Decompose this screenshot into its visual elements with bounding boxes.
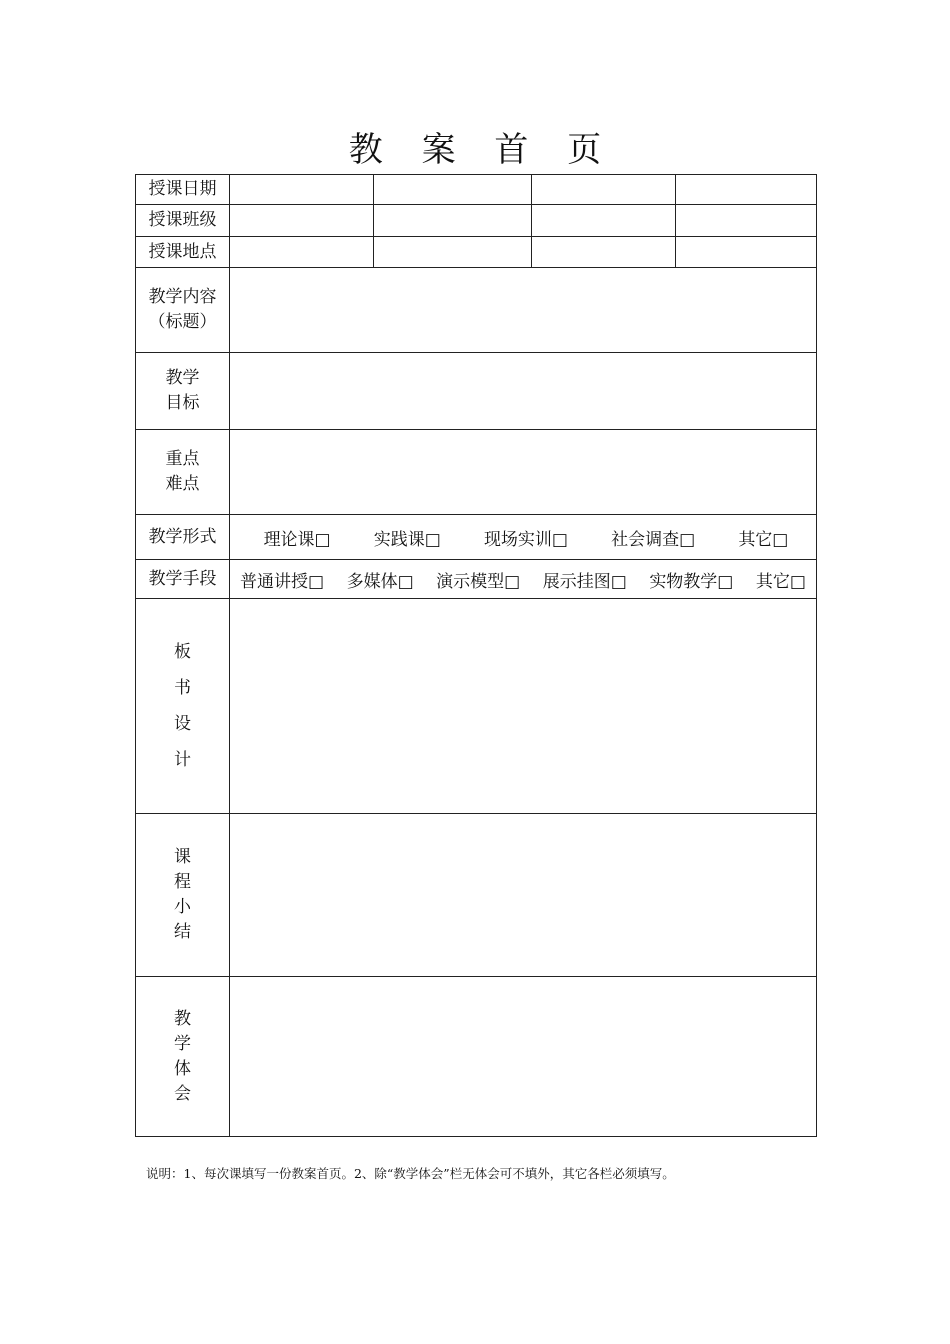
- option-social-survey[interactable]: 社会调查□: [611, 529, 696, 550]
- goal-field[interactable]: [230, 353, 817, 430]
- page-title: 教 案 首 页: [348, 130, 616, 170]
- label-place: 授课地点: [136, 237, 230, 268]
- option-practice[interactable]: 实践课□: [373, 529, 441, 550]
- row-content: [136, 268, 817, 353]
- teaching-means-options: [230, 560, 817, 599]
- label-goal-line1: 教学: [165, 368, 200, 388]
- label-goal-line2: 目标: [165, 393, 200, 413]
- key-points-field[interactable]: [230, 430, 817, 515]
- label-board-design: [136, 599, 230, 814]
- reflection-field[interactable]: [230, 977, 817, 1137]
- option-multimedia[interactable]: 多媒体□: [346, 571, 414, 592]
- row-goal: [136, 353, 817, 430]
- label-summary-char-2: 程: [174, 872, 191, 892]
- label-reflection-char-4: 会: [174, 1083, 191, 1104]
- label-class: 授课班级: [136, 205, 230, 237]
- row-summary: [136, 814, 817, 977]
- lesson-plan-form: [135, 174, 817, 1137]
- option-wall-chart[interactable]: 展示挂图□: [542, 571, 627, 592]
- class-cell-4[interactable]: [676, 205, 817, 237]
- label-goal: [136, 353, 230, 430]
- label-board-char-2: 书: [174, 678, 191, 698]
- row-place: [136, 237, 817, 268]
- label-content-line1: 教学内容: [148, 287, 217, 307]
- class-cell-1[interactable]: [230, 205, 374, 237]
- row-teaching-means: [136, 560, 817, 599]
- date-cell-4[interactable]: [676, 175, 817, 205]
- date-cell-1[interactable]: [230, 175, 374, 205]
- label-teaching-means: 教学手段: [136, 560, 230, 599]
- label-board-char-1: 板: [174, 642, 191, 662]
- label-date: 授课日期: [136, 175, 230, 205]
- option-other-means[interactable]: 其它□: [755, 571, 806, 592]
- place-cell-4[interactable]: [676, 237, 817, 268]
- label-teaching-form: 教学形式: [136, 515, 230, 560]
- label-content: [136, 268, 230, 353]
- label-summary-char-4: 结: [174, 922, 191, 942]
- row-board-design: [136, 599, 817, 814]
- label-reflection-char-3: 体: [174, 1058, 191, 1079]
- place-cell-2[interactable]: [374, 237, 532, 268]
- row-reflection: [136, 977, 817, 1137]
- date-cell-2[interactable]: [374, 175, 532, 205]
- option-other-form[interactable]: 其它□: [738, 529, 789, 550]
- footnote: 说明：1、每次课填写一份教案首页。2、除“教学体会”栏无体会可不填外，其它各栏必须填写。: [146, 1166, 675, 1181]
- row-class: [136, 205, 817, 237]
- teaching-form-options: [230, 515, 817, 560]
- label-reflection: [136, 977, 230, 1137]
- label-reflection-char-1: 教: [174, 1008, 191, 1029]
- place-cell-3[interactable]: [532, 237, 676, 268]
- class-cell-3[interactable]: [532, 205, 676, 237]
- option-field-training[interactable]: 现场实训□: [483, 529, 568, 550]
- label-content-line2: （标题）: [148, 312, 217, 332]
- row-date: [136, 175, 817, 205]
- board-design-field[interactable]: [230, 599, 817, 814]
- label-key-line1: 重点: [165, 449, 200, 469]
- summary-field[interactable]: [230, 814, 817, 977]
- label-summary: [136, 814, 230, 977]
- option-theory[interactable]: 理论课□: [263, 529, 331, 550]
- row-key-points: [136, 430, 817, 515]
- label-summary-char-1: 课: [174, 847, 191, 867]
- option-real-object[interactable]: 实物教学□: [649, 571, 734, 592]
- label-board-char-4: 计: [174, 750, 191, 770]
- option-demo-model[interactable]: 演示模型□: [436, 571, 521, 592]
- label-summary-char-3: 小: [174, 897, 191, 917]
- label-board-char-3: 设: [174, 714, 191, 734]
- row-teaching-form: [136, 515, 817, 560]
- option-lecture[interactable]: 普通讲授□: [240, 571, 325, 592]
- date-cell-3[interactable]: [532, 175, 676, 205]
- label-key-line2: 难点: [165, 474, 200, 494]
- class-cell-2[interactable]: [374, 205, 532, 237]
- label-key-points: [136, 430, 230, 515]
- content-field[interactable]: [230, 268, 817, 353]
- label-reflection-char-2: 学: [174, 1033, 191, 1054]
- place-cell-1[interactable]: [230, 237, 374, 268]
